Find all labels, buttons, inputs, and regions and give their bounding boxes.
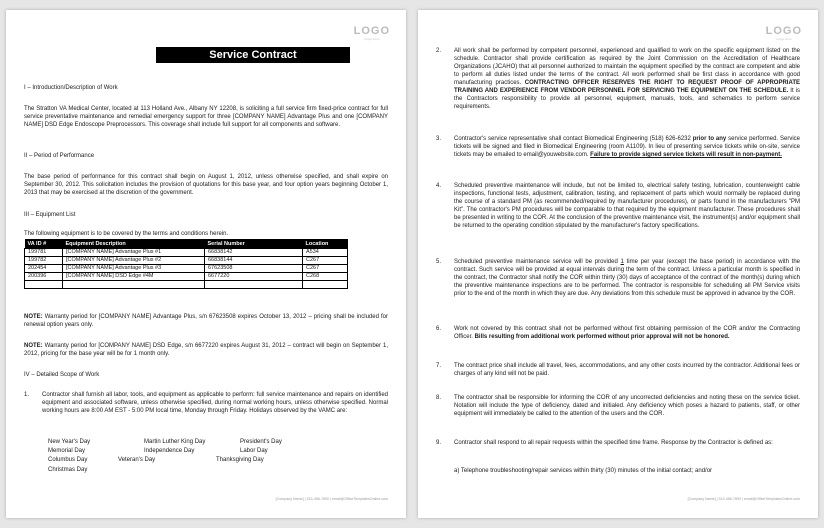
table-cell [63, 281, 205, 289]
holiday: New Year's Day [48, 439, 91, 445]
list-number: 1. [24, 392, 30, 398]
holiday: President's Day [240, 439, 282, 445]
list-number: 9. [436, 440, 442, 446]
holiday: Columbus Day [48, 457, 88, 463]
list-number: 4. [436, 183, 442, 189]
section-heading-period: II – Period of Performance [24, 153, 95, 159]
table-cell: C267 [303, 265, 348, 273]
table-cell: [COMPANY NAME] Advantage Plus #3 [63, 265, 205, 273]
column-header: VA ID # [25, 239, 63, 249]
logo: LOGO Image Here [353, 25, 390, 41]
table-cell: [COMPANY NAME] Advantage Plus #2 [63, 257, 205, 265]
equipment-table [24, 239, 348, 289]
section-heading-intro: I – Introduction/Description of Work [24, 85, 118, 91]
document-page-2 [418, 10, 818, 518]
table-cell: C267 [303, 257, 348, 265]
intro-paragraph: The Stratton VA Medical Center, located at 113 Holland Ave., Albany NY 12208, is soliciting a full service firm fixed-price contract for full service preventative maintenance and remedial emergency support for three [COMPANY NAME] Advantage Plus and one [COMPANY NAME] DSD Edge Endoscope Preprocessors. This coverage shall include full support for all components and software. [24, 106, 388, 128]
table-cell: 202454 [25, 265, 63, 273]
period-paragraph: The base period of performance for this contract shall begin on August 1, 2012, unless otherwise specified, and shall expire on September 30, 2012. This solicitation includes the provision of quotations for this base year, and four option years beginning October 1, 2013 that may be exercised at the discretion of the government. [24, 174, 388, 196]
table-cell: 6677220 [205, 273, 303, 281]
table-row [25, 273, 348, 281]
warranty-note-1: NOTE: Warranty period for [COMPANY NAME] Advantage Plus, s/n 67623508 expires October 13, 2012 – pricing shall be included for renewal option years only. [24, 314, 388, 328]
holiday: Thanksgiving Day [216, 457, 264, 463]
scope-item-5: Scheduled preventive maintenance service will be provided 1 time per year (except the base period) in accordance with the contract. Such service will be provided at equal intervals during the term of the contract. Unless a particular month is specified in the contract, the Contractor shall notify the COR within thirty (30) days of acceptance of the contract of the month(s) during which the preventive maintenance inspections are to be performed. The contractor is responsible for scheduling all PM Service visits prior to the end of the month in which they are due. Any deviations from this schedule must be approved in advance by the COR. [454, 259, 801, 297]
holiday: Christmas Day [48, 467, 88, 473]
scope-item-3: Contractor's service representative shall contact Biomedical Engineering (518) 626-6232 prior to any service performed. Service tickets will be signed and filed in Biomedical Engineering (room A1109). In lieu of presenting service tickets while on-site, service tickets may be emailed to email@youwebsite.com. Failure to provide signed service tickets will result in non-payment. [454, 136, 800, 158]
column-header: Serial Number [205, 239, 303, 249]
document-page-1 [6, 10, 406, 518]
page-footer: [Company Name] | 513-456-7890 | email@OfficeTemplatesOnline.com [275, 497, 388, 501]
holiday: Martin Luther King Day [144, 439, 206, 445]
table-row-empty [25, 281, 348, 289]
table-cell: [COMPANY NAME] Advantage Plus #1 [63, 249, 205, 257]
scope-item-1: Contractor shall furnish all labor, tools, and equipment as applicable to perform: full service maintenance and repairs on identified equipment and associated software, unless otherwise specified, during normal working hours, unless otherwise specified. Normal working hours are 8:00 AM EST - 5:00 PM local time, Monday through Friday. Holidays observed by the VAMC are: [42, 392, 388, 414]
logo: LOGO Image Here [765, 25, 802, 41]
table-cell: 199782 [25, 257, 63, 265]
table-cell: [COMPANY NAME] DSD Edge #4M [63, 273, 205, 281]
page-footer: [Company Name] | 513-456-7890 | email@OfficeTemplatesOnline.com [687, 497, 800, 501]
table-cell: C268 [303, 273, 348, 281]
table-cell [25, 281, 63, 289]
table-row [25, 265, 348, 273]
table-cell: A534 [303, 249, 348, 257]
table-header-row [25, 239, 348, 249]
list-number: 3. [436, 136, 442, 142]
table-cell [303, 281, 348, 289]
scope-item-2: All work shall be performed by competent personnel, experienced and qualified to work on the specific equipment listed on the schedule. Contractor shall provide certification as required by the Joint Commission on the Accreditation of Healthcare Organizations (JCAHO) that all personnel authorized to maintain the equipment specified by the contract are competent and able to perform all duties listed under the terms of the contract. All work performed shall be first class in accordance with good manufacturing practices. CONTRACTING OFFICER RESERVES THE RIGHT TO REQUEST PROOF OF APPROPRIATE TRAINING AND EXPERIENCE FROM VENDOR PERSONNEL FOR SERVICING THE EQUIPMENT ON THE SCHEDULE. It is the Contractors responsibility to provide all personnel, equipment, manuals, tools, and schematics to perform service requirements. [454, 48, 801, 110]
scope-item-7: The contract price shall include all travel, fees, accommodations, and any other costs incurred by the contractor. Additional fees or charges of any kind will not be paid. [454, 363, 800, 377]
list-number: 5. [436, 259, 442, 265]
holiday: Veteran's Day [118, 457, 156, 463]
holiday: Independence Day [144, 448, 195, 454]
table-cell: 67623508 [205, 265, 303, 273]
table-row [25, 257, 348, 265]
document-title: Service Contract [156, 47, 350, 63]
warranty-note-2: NOTE: Warranty period for [COMPANY NAME] DSD Edge, s/n 6677220 expires August 31, 2012 – contract will begin on September 1, 2012, pricing for the base year will be for 1 month only. [24, 343, 388, 357]
holiday: Labor Day [240, 448, 268, 454]
section-heading-scope: IV – Detailed Scope of Work [24, 372, 100, 378]
section-heading-equipment: III – Equipment List [24, 212, 76, 218]
table-cell: 66838142 [205, 249, 303, 257]
table-cell: 66838144 [205, 257, 303, 265]
column-header: Equipment Description [63, 239, 205, 249]
table-cell: 199781 [25, 249, 63, 257]
table-cell [205, 281, 303, 289]
list-number: 6. [436, 326, 442, 332]
scope-item-4: Scheduled preventive maintenance will include, but not be limited to, electrical safety testing, lubrication, counterweight cable inspections, functional tests, adjustment, calibration, testing, and replacement of parts which would normally be replaced during the course of a standard PM (as recommended/required by manufacturer procedures), or parts found in the manufacturers "PM Kit". The contractor's PM procedures will be comparable to that required by the equipment manufacturer. These procedures shall be presented in writing to the COR. At the conclusion of the preventive maintenance visit, the instrument(s) and/or equipment shall be returned to the operating condition stipulated by the manufacturer's factory specifications. [454, 183, 800, 229]
table-row [25, 249, 348, 257]
list-number: 2. [436, 48, 442, 54]
table-cell: 200396 [25, 273, 63, 281]
scope-item-8: The contractor shall be responsible for informing the COR of any uncorrected deficiencies and noting these on the service ticket. Notation will include the type of deficiency, dated and initialed. Any deficiency which poses a hazard to patients, staff, or other equipment will immediately be called to the attention of the users and the COR. [454, 395, 800, 417]
scope-item-9: Contractor shall respond to all repair requests within the specified time frame. Response by the Contractor is defined as: [454, 440, 773, 446]
column-header: Location [303, 239, 348, 249]
list-number: 7. [436, 363, 442, 369]
equipment-intro: The following equipment is to be covered by the terms and conditions herein. [24, 231, 229, 237]
scope-item-9a: a) Telephone troubleshooting/repair services within thirty (30) minutes of the initial contact; and/or [454, 468, 713, 474]
scope-item-6: Work not covered by this contract shall not be performed without first obtaining permission of the COR and/or the Contracting Officer. Bills resulting from additional work performed without prior approval will not be honored. [454, 326, 800, 340]
holiday: Memorial Day [48, 448, 86, 454]
list-number: 8. [436, 395, 442, 401]
